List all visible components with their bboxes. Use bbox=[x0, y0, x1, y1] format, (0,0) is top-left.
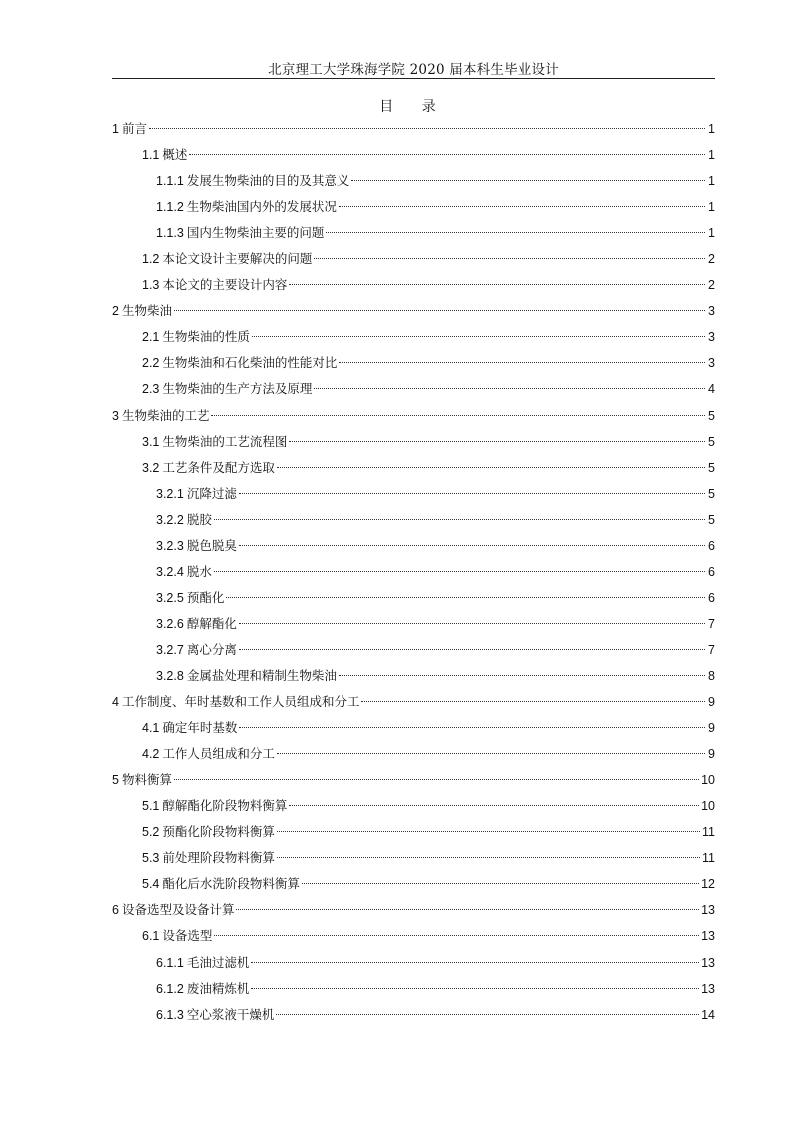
toc-dot-leader bbox=[214, 935, 699, 936]
toc-entry[interactable] bbox=[112, 376, 715, 402]
toc-entry[interactable] bbox=[112, 793, 715, 819]
toc-entry-number: 3.2.5 bbox=[156, 590, 184, 605]
toc-entry[interactable] bbox=[112, 637, 715, 663]
toc-entry[interactable] bbox=[112, 429, 715, 455]
toc-page-number: 7 bbox=[708, 616, 715, 631]
toc-dot-leader bbox=[339, 362, 705, 363]
toc-entry-number: 3.2 bbox=[142, 460, 160, 475]
toc-dot-leader bbox=[339, 675, 705, 676]
toc-entry-number: 6.1.1 bbox=[156, 955, 184, 970]
toc-entry[interactable] bbox=[112, 715, 715, 741]
toc-dot-leader bbox=[339, 206, 705, 207]
toc-entry[interactable] bbox=[112, 559, 715, 585]
toc-entry-number: 2.2 bbox=[142, 356, 160, 371]
toc-entry-number: 4.2 bbox=[142, 747, 160, 762]
toc-entry-number: 3 bbox=[112, 408, 119, 423]
toc-entry[interactable] bbox=[112, 767, 715, 793]
toc-entry-title: 醇解酯化阶段物料衡算 bbox=[162, 798, 288, 814]
toc-entry-title: 毛油过滤机 bbox=[186, 954, 250, 970]
toc-page-number: 9 bbox=[708, 721, 715, 736]
toc-page-number: 1 bbox=[708, 200, 715, 215]
toc-dot-leader bbox=[361, 701, 705, 702]
toc-entry[interactable] bbox=[112, 871, 715, 897]
toc-entry-title: 设备选型及设备计算 bbox=[121, 902, 235, 918]
toc-dot-leader bbox=[174, 310, 705, 311]
toc-page-number: 8 bbox=[708, 668, 715, 683]
toc-entry[interactable] bbox=[112, 663, 715, 689]
toc-page-number: 5 bbox=[708, 408, 715, 423]
toc-entry-title: 生物柴油和石化柴油的性能对比 bbox=[162, 355, 338, 371]
toc-entry[interactable] bbox=[112, 741, 715, 767]
toc-entry-number: 2.1 bbox=[142, 330, 160, 345]
toc-page-number: 3 bbox=[708, 304, 715, 319]
toc-entry-number: 6.1.3 bbox=[156, 1007, 184, 1022]
toc-dot-leader bbox=[277, 857, 700, 858]
toc-entry-title: 脱色脱臭 bbox=[186, 537, 237, 553]
toc-dot-leader bbox=[277, 753, 705, 754]
toc-dot-leader bbox=[276, 1014, 699, 1015]
toc-dot-leader bbox=[239, 545, 705, 546]
toc-dot-leader bbox=[314, 258, 705, 259]
table-of-contents bbox=[112, 116, 715, 1028]
toc-entry-number: 6 bbox=[112, 903, 119, 918]
toc-entry-title: 设备选型 bbox=[162, 928, 213, 944]
toc-page-number: 14 bbox=[701, 1007, 715, 1022]
toc-entry-title: 生物柴油的性质 bbox=[162, 329, 250, 345]
toc-entry[interactable] bbox=[112, 897, 715, 923]
toc-entry[interactable] bbox=[112, 689, 715, 715]
toc-entry-title: 预酯化阶段物料衡算 bbox=[162, 824, 275, 840]
toc-dot-leader bbox=[174, 779, 699, 780]
toc-page-number: 1 bbox=[708, 226, 715, 241]
toc-entry-number: 4 bbox=[112, 695, 119, 710]
toc-entry[interactable] bbox=[112, 220, 715, 246]
toc-entry[interactable] bbox=[112, 1002, 715, 1028]
toc-entry[interactable] bbox=[112, 923, 715, 949]
toc-entry[interactable] bbox=[112, 455, 715, 481]
toc-dot-leader bbox=[251, 962, 699, 963]
toc-entry-title: 预酯化 bbox=[186, 589, 225, 605]
toc-entry-number: 3.2.6 bbox=[156, 616, 184, 631]
toc-entry-number: 5.2 bbox=[142, 825, 160, 840]
toc-entry-title: 金属盐处理和精制生物柴油 bbox=[186, 667, 337, 683]
toc-entry-title: 工作人员组成和分工 bbox=[162, 746, 275, 762]
toc-page-number: 1 bbox=[708, 148, 715, 163]
toc-entry-number: 3.2.1 bbox=[156, 486, 184, 501]
toc-entry-title: 概述 bbox=[162, 147, 188, 163]
toc-dot-leader bbox=[351, 180, 705, 181]
toc-entry-title: 离心分离 bbox=[186, 641, 237, 657]
toc-entry[interactable] bbox=[112, 168, 715, 194]
toc-entry-number: 1 bbox=[112, 122, 119, 136]
toc-dot-leader bbox=[252, 336, 705, 337]
toc-page-number: 5 bbox=[708, 512, 715, 527]
toc-page-number: 13 bbox=[701, 903, 715, 918]
toc-entry-title: 废油精炼机 bbox=[186, 980, 250, 996]
toc-entry[interactable] bbox=[112, 194, 715, 220]
toc-entry[interactable] bbox=[112, 350, 715, 376]
toc-entry[interactable] bbox=[112, 298, 715, 324]
toc-dot-leader bbox=[326, 232, 705, 233]
toc-dot-leader bbox=[277, 467, 705, 468]
toc-entry-number: 2 bbox=[112, 304, 119, 319]
toc-entry-number: 3.2.4 bbox=[156, 564, 184, 579]
toc-page-number: 5 bbox=[708, 460, 715, 475]
toc-entry-number: 3.2.3 bbox=[156, 538, 184, 553]
toc-dot-leader bbox=[289, 805, 699, 806]
toc-dot-leader bbox=[239, 493, 705, 494]
toc-dot-leader bbox=[239, 727, 705, 728]
toc-entry-number: 6.1.2 bbox=[156, 981, 184, 996]
toc-entry-title: 生物柴油的工艺流程图 bbox=[162, 433, 288, 449]
toc-entry[interactable] bbox=[112, 950, 715, 976]
toc-page-number: 9 bbox=[708, 747, 715, 762]
toc-dot-leader bbox=[314, 388, 705, 389]
toc-entry[interactable] bbox=[112, 585, 715, 611]
toc-entry-number: 1.1.3 bbox=[156, 226, 184, 241]
toc-page-number: 11 bbox=[702, 825, 715, 840]
toc-dot-leader bbox=[239, 649, 705, 650]
header-rule bbox=[112, 78, 715, 79]
toc-dot-leader bbox=[251, 988, 699, 989]
toc-page-number: 5 bbox=[708, 434, 715, 449]
toc-dot-leader bbox=[239, 623, 705, 624]
toc-page-number: 13 bbox=[701, 955, 715, 970]
toc-entry[interactable] bbox=[112, 533, 715, 559]
toc-page-number: 10 bbox=[701, 773, 715, 788]
toc-entry-title: 本论文设计主要解决的问题 bbox=[162, 251, 313, 267]
toc-dot-leader bbox=[189, 154, 705, 155]
toc-entry-number: 3.2.8 bbox=[156, 668, 184, 683]
toc-entry-title: 生物柴油的工艺 bbox=[121, 407, 210, 423]
toc-entry[interactable] bbox=[112, 507, 715, 533]
toc-page-number: 5 bbox=[708, 486, 715, 501]
toc-dot-leader bbox=[277, 831, 700, 832]
toc-page-number: 13 bbox=[701, 981, 715, 996]
toc-dot-leader bbox=[214, 519, 705, 520]
toc-entry-title: 空心浆液干燥机 bbox=[186, 1006, 275, 1022]
toc-page-number: 7 bbox=[708, 642, 715, 657]
toc-entry-title: 发展生物柴油的目的及其意义 bbox=[186, 173, 350, 189]
toc-entry-title: 酯化后水洗阶段物料衡算 bbox=[162, 876, 300, 892]
toc-entry[interactable] bbox=[112, 324, 715, 350]
toc-entry-number: 5.3 bbox=[142, 851, 160, 866]
toc-entry[interactable] bbox=[112, 403, 715, 429]
toc-entry-title: 本论文的主要设计内容 bbox=[162, 277, 288, 293]
toc-entry-title: 脱水 bbox=[186, 563, 212, 579]
toc-entry[interactable] bbox=[112, 246, 715, 272]
toc-entry-number: 1.2 bbox=[142, 252, 160, 267]
toc-entry-title: 沉降过滤 bbox=[186, 485, 237, 501]
toc-entry-title: 工艺条件及配方选取 bbox=[162, 459, 275, 475]
toc-dot-leader bbox=[289, 284, 705, 285]
toc-entry-number: 1.1.1 bbox=[156, 174, 184, 189]
toc-page-number: 1 bbox=[708, 174, 715, 189]
toc-entry-title: 前处理阶段物料衡算 bbox=[162, 850, 275, 866]
toc-dot-leader bbox=[149, 128, 705, 129]
toc-entry-number: 5.4 bbox=[142, 877, 160, 892]
page-header: 北京理工大学珠海学院 2020 届本科生毕业设计 bbox=[268, 62, 559, 78]
toc-dot-leader bbox=[289, 441, 705, 442]
toc-entry-title: 醇解酯化 bbox=[186, 615, 237, 631]
toc-page-number: 12 bbox=[701, 877, 715, 892]
toc-entry[interactable] bbox=[112, 819, 715, 845]
toc-page-number: 2 bbox=[708, 278, 715, 293]
toc-dot-leader bbox=[226, 597, 705, 598]
toc-entry-number: 2.3 bbox=[142, 382, 160, 397]
toc-entry[interactable] bbox=[112, 116, 715, 142]
toc-entry-number: 4.1 bbox=[142, 721, 160, 736]
toc-entry[interactable] bbox=[112, 611, 715, 637]
toc-entry-number: 1.1 bbox=[142, 148, 160, 163]
toc-page-number: 6 bbox=[708, 590, 715, 605]
toc-dot-leader bbox=[302, 883, 699, 884]
toc-entry-number: 6.1 bbox=[142, 929, 160, 944]
toc-entry[interactable] bbox=[112, 272, 715, 298]
toc-entry[interactable] bbox=[112, 481, 715, 507]
toc-entry-title: 确定年时基数 bbox=[162, 720, 238, 736]
toc-entry[interactable] bbox=[112, 142, 715, 168]
toc-entry-number: 3.2.7 bbox=[156, 642, 184, 657]
toc-entry-title: 生物柴油的生产方法及原理 bbox=[162, 381, 313, 397]
toc-entry-number: 1.1.2 bbox=[156, 200, 184, 215]
toc-entry-title: 物料衡算 bbox=[121, 772, 172, 788]
toc-entry-title: 前言 bbox=[121, 121, 147, 136]
toc-page-number: 3 bbox=[708, 356, 715, 371]
toc-entry[interactable] bbox=[112, 976, 715, 1002]
toc-entry-title: 脱胶 bbox=[186, 511, 212, 527]
toc-dot-leader bbox=[236, 909, 699, 910]
toc-page-number: 2 bbox=[708, 252, 715, 267]
toc-entry-number: 3.1 bbox=[142, 434, 160, 449]
toc-page-number: 1 bbox=[708, 122, 715, 136]
toc-page-number: 9 bbox=[708, 695, 715, 710]
toc-entry-title: 生物柴油 bbox=[121, 303, 172, 319]
toc-page-number: 13 bbox=[701, 929, 715, 944]
toc-entry-title: 工作制度、年时基数和工作人员组成和分工 bbox=[121, 694, 360, 710]
toc-entry-title: 生物柴油国内外的发展状况 bbox=[186, 199, 337, 215]
toc-page-number: 10 bbox=[701, 799, 715, 814]
toc-entry-number: 5.1 bbox=[142, 799, 160, 814]
toc-heading: 目 录 bbox=[379, 99, 448, 115]
toc-dot-leader bbox=[214, 571, 705, 572]
toc-page-number: 11 bbox=[702, 851, 715, 866]
toc-page-number: 6 bbox=[708, 538, 715, 553]
toc-dot-leader bbox=[211, 415, 705, 416]
toc-entry-number: 5 bbox=[112, 773, 119, 788]
toc-page-number: 3 bbox=[708, 330, 715, 345]
toc-entry-number: 1.3 bbox=[142, 278, 160, 293]
toc-entry-title: 国内生物柴油主要的问题 bbox=[186, 225, 325, 241]
toc-page-number: 4 bbox=[708, 382, 715, 397]
toc-page-number: 6 bbox=[708, 564, 715, 579]
toc-entry-number: 3.2.2 bbox=[156, 512, 184, 527]
toc-entry[interactable] bbox=[112, 845, 715, 871]
